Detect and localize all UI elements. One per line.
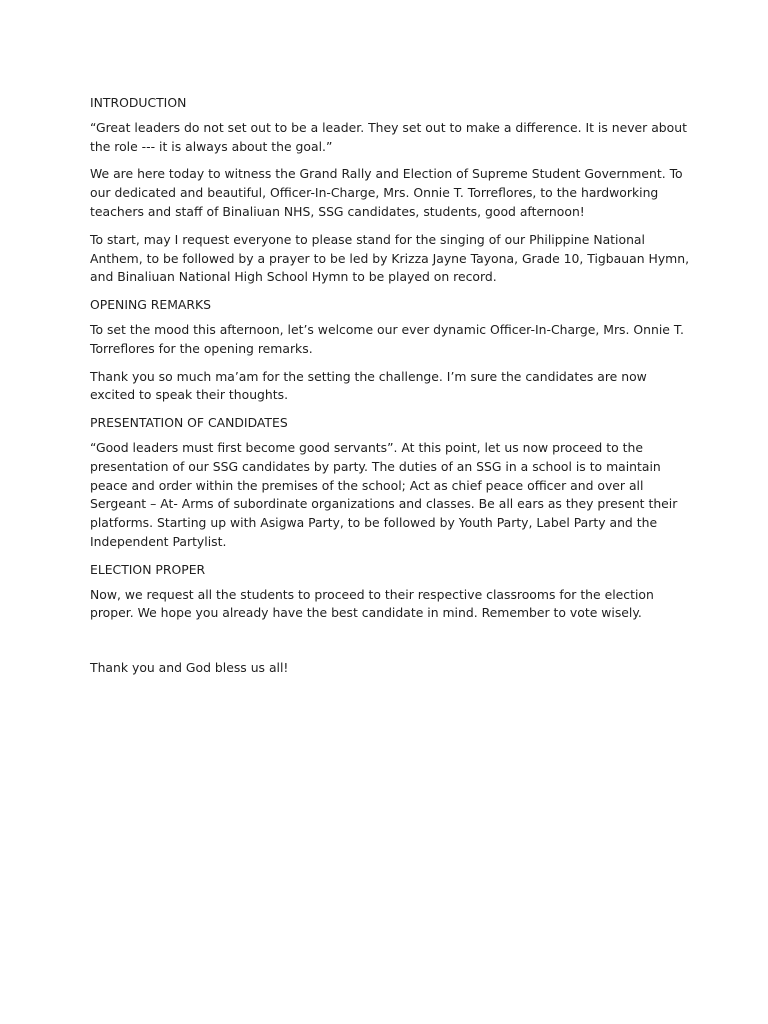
closing-line: Thank you and God bless us all! [90, 660, 289, 676]
document-page [90, 94, 690, 687]
opening-remarks-intro: To set the mood this afternoon, let’s welcome our ever dynamic Officer-In-Charge, Mrs. Onnie T. Torreflores for the opening remarks. [90, 321, 684, 356]
election-proper-paragraph: Now, we request all the students to proceed to their respective classrooms for the election proper. We hope you already have the best candidate in mind. Remember to vote wisely. [90, 586, 654, 621]
opening-remarks-heading: OPENING REMARKS [90, 297, 211, 313]
leadership-quote: “Great leaders do not set out to be a leader. They set out to make a difference. It is never about the role --- it is always about the goal.” [90, 119, 687, 154]
election-proper-heading: ELECTION PROPER [90, 561, 206, 577]
presentation-heading: PRESENTATION OF CANDIDATES [90, 415, 288, 431]
welcome-paragraph: We are here today to witness the Grand Rally and Election of Supreme Student Government. To our dedicated and beautiful, Officer-In-Charge, Mrs. Onnie T. Torreflores, to the hardworking teachers and staff of Binaliuan NHS, SSG candidates, students, good afternoon! [90, 166, 683, 219]
presentation-paragraph: “Good leaders must first become good servants”. At this point, let us now proceed to the presentation of our SSG candidates by party. The duties of an SSG in a school is to maintain peace and order within the premises of the school; Act as chief peace officer and over all Sergeant – At- Arms of subordinate organizations and classes. Be all ears as they present their platforms. Starting up with Asigwa Party, to be followed by Youth Party, Label Party and the Independent Partylist. [90, 439, 678, 549]
anthem-paragraph: To start, may I request everyone to please stand for the singing of our Philippine National Anthem, to be followed by a prayer to be led by Krizza Jayne Tayona, Grade 10, Tigbauan Hymn, and Binaliuan National High School Hymn to be played on record. [90, 231, 690, 285]
opening-remarks-thanks: Thank you so much ma’am for the setting the challenge. I’m sure the candidates are now excited to speak their thoughts. [90, 368, 647, 403]
introduction-heading: INTRODUCTION [90, 95, 187, 110]
